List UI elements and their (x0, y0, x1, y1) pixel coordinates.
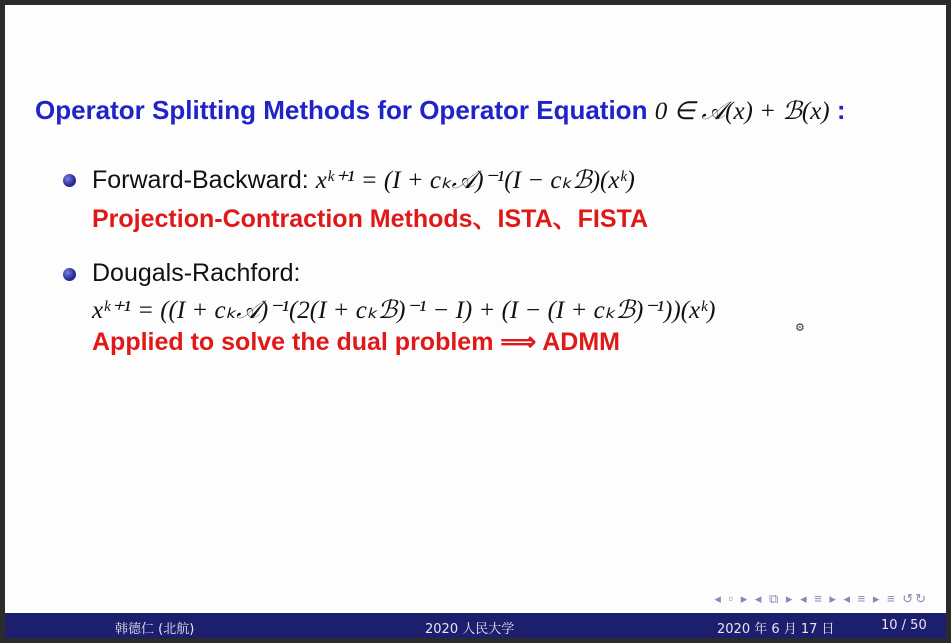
footer-venue: 2020 人民大学 (425, 622, 515, 637)
footer-page-number: 10 / 50 (881, 618, 927, 633)
title-equation: 0 ∈ 𝒜(x) + ℬ(x) (654, 98, 830, 125)
forward-backward-formula: xᵏ⁺¹ = (I + cₖ𝒜)⁻¹(I − cₖℬ)(xᵏ) (315, 167, 635, 194)
title-colon: : (836, 95, 846, 125)
footer-date: 2020 年 6 月 17 日 (717, 622, 835, 637)
beamer-navigation-icons[interactable]: ◂ ▫ ▸ ◂ ⧉ ▸ ◂ ≡ ▸ ◂ ≡ ▸ ≡ ↺↻ (714, 591, 928, 606)
douglas-rachford-formula: xᵏ⁺¹ = ((I + cₖ𝒜)⁻¹(2(I + cₖℬ)⁻¹ − I) + (I − (I + cₖℬ)⁻¹))(xᵏ) (92, 297, 716, 324)
item-label: Forward-Backward: (92, 166, 309, 194)
bullet-icon (63, 268, 76, 281)
bullet-icon (63, 174, 76, 187)
footer-bar (5, 613, 946, 638)
item-forward-backward (92, 165, 635, 195)
slide-title (35, 95, 846, 126)
douglas-rachford-highlight: Applied to solve the dual problem ⟹ ADMM (92, 328, 620, 356)
forward-backward-highlight: Projection-Contraction Methods、ISTA、FISTA (92, 205, 649, 233)
mouse-cursor-icon: ⚙ (795, 322, 805, 334)
title-text: Operator Splitting Methods for Operator Equation (35, 95, 648, 125)
item-douglas-rachford-label: Dougals-Rachford: (92, 259, 301, 287)
footer-author: 韩德仁 (北航) (115, 622, 195, 637)
slide (5, 5, 946, 638)
